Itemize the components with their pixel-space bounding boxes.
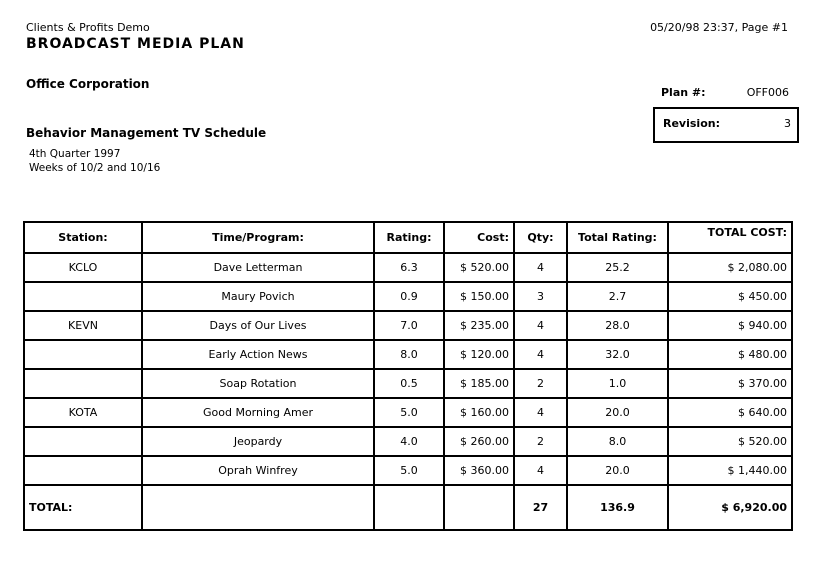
cell-station (24, 282, 142, 311)
cell-program: Soap Rotation (142, 369, 374, 398)
table-row (24, 311, 792, 340)
cell-cost: $ 260.00 (444, 427, 514, 456)
cell-qty: 2 (514, 427, 567, 456)
table-row (24, 282, 792, 311)
cell-total-rating: 2.7 (567, 282, 668, 311)
cell-program: Days of Our Lives (142, 311, 374, 340)
cell-qty: 4 (514, 340, 567, 369)
table-row (24, 398, 792, 427)
col-header-cost: Cost: (444, 222, 514, 253)
table-row (24, 427, 792, 456)
cell-qty: 4 (514, 253, 567, 282)
schedule-quarter: 4th Quarter 1997 (29, 148, 121, 160)
date-page-stamp: 05/20/98 23:37, Page #1 (650, 21, 788, 34)
cell-program: Maury Povich (142, 282, 374, 311)
totals-cost-empty (444, 485, 514, 530)
cell-total-rating: 20.0 (567, 398, 668, 427)
cell-total-rating: 8.0 (567, 427, 668, 456)
app-name: Clients & Profits Demo (26, 21, 150, 34)
cell-cost: $ 160.00 (444, 398, 514, 427)
cell-total-cost: $ 1,440.00 (668, 456, 792, 485)
cell-station: KOTA (24, 398, 142, 427)
cell-station: KCLO (24, 253, 142, 282)
cell-rating: 5.0 (374, 456, 444, 485)
report-title: BROADCAST MEDIA PLAN (26, 36, 245, 52)
cell-total-rating: 1.0 (567, 369, 668, 398)
cell-station: KEVN (24, 311, 142, 340)
cell-qty: 4 (514, 398, 567, 427)
media-plan-table (23, 221, 793, 531)
client-name: Office Corporation (26, 77, 150, 91)
col-header-total-cost: TOTAL COST: (668, 222, 792, 253)
cell-cost: $ 185.00 (444, 369, 514, 398)
cell-cost: $ 120.00 (444, 340, 514, 369)
cell-program: Oprah Winfrey (142, 456, 374, 485)
revision-box (653, 107, 799, 143)
totals-program-empty (142, 485, 374, 530)
cell-total-rating: 32.0 (567, 340, 668, 369)
cell-total-rating: 28.0 (567, 311, 668, 340)
totals-total-rating: 136.9 (567, 485, 668, 530)
plan-number-label: Plan #: (661, 86, 706, 99)
cell-qty: 2 (514, 369, 567, 398)
schedule-period (29, 147, 160, 175)
plan-number-value: OFF006 (746, 86, 789, 99)
col-header-rating: Rating: (374, 222, 444, 253)
cell-cost: $ 520.00 (444, 253, 514, 282)
totals-rating-empty (374, 485, 444, 530)
revision-value: 3 (784, 117, 791, 130)
cell-cost: $ 150.00 (444, 282, 514, 311)
table-row (24, 456, 792, 485)
cell-rating: 8.0 (374, 340, 444, 369)
cell-rating: 0.9 (374, 282, 444, 311)
table-row (24, 253, 792, 282)
cell-qty: 4 (514, 311, 567, 340)
cell-station (24, 427, 142, 456)
cell-station (24, 369, 142, 398)
cell-station (24, 456, 142, 485)
col-header-station: Station: (24, 222, 142, 253)
cell-rating: 6.3 (374, 253, 444, 282)
cell-total-rating: 20.0 (567, 456, 668, 485)
totals-qty: 27 (514, 485, 567, 530)
cell-qty: 3 (514, 282, 567, 311)
cell-total-cost: $ 520.00 (668, 427, 792, 456)
revision-label: Revision: (663, 117, 720, 130)
cell-total-cost: $ 940.00 (668, 311, 792, 340)
cell-qty: 4 (514, 456, 567, 485)
cell-rating: 4.0 (374, 427, 444, 456)
cell-total-rating: 25.2 (567, 253, 668, 282)
cell-program: Early Action News (142, 340, 374, 369)
cell-total-cost: $ 450.00 (668, 282, 792, 311)
cell-total-cost: $ 2,080.00 (668, 253, 792, 282)
cell-cost: $ 235.00 (444, 311, 514, 340)
cell-total-cost: $ 640.00 (668, 398, 792, 427)
cell-station (24, 340, 142, 369)
cell-rating: 0.5 (374, 369, 444, 398)
totals-label: TOTAL: (24, 485, 142, 530)
schedule-title: Behavior Management TV Schedule (26, 126, 267, 140)
totals-total-cost: $ 6,920.00 (668, 485, 792, 530)
col-header-total-rating: Total Rating: (567, 222, 668, 253)
table-header-row (24, 222, 792, 253)
cell-program: Good Morning Amer (142, 398, 374, 427)
table-row (24, 369, 792, 398)
schedule-weeks: Weeks of 10/2 and 10/16 (29, 162, 161, 174)
cell-program: Dave Letterman (142, 253, 374, 282)
table-row (24, 340, 792, 369)
cell-cost: $ 360.00 (444, 456, 514, 485)
cell-rating: 5.0 (374, 398, 444, 427)
cell-total-cost: $ 480.00 (668, 340, 792, 369)
cell-rating: 7.0 (374, 311, 444, 340)
cell-program: Jeopardy (142, 427, 374, 456)
cell-total-cost: $ 370.00 (668, 369, 792, 398)
col-header-qty: Qty: (514, 222, 567, 253)
col-header-program: Time/Program: (142, 222, 374, 253)
totals-row (24, 485, 792, 530)
